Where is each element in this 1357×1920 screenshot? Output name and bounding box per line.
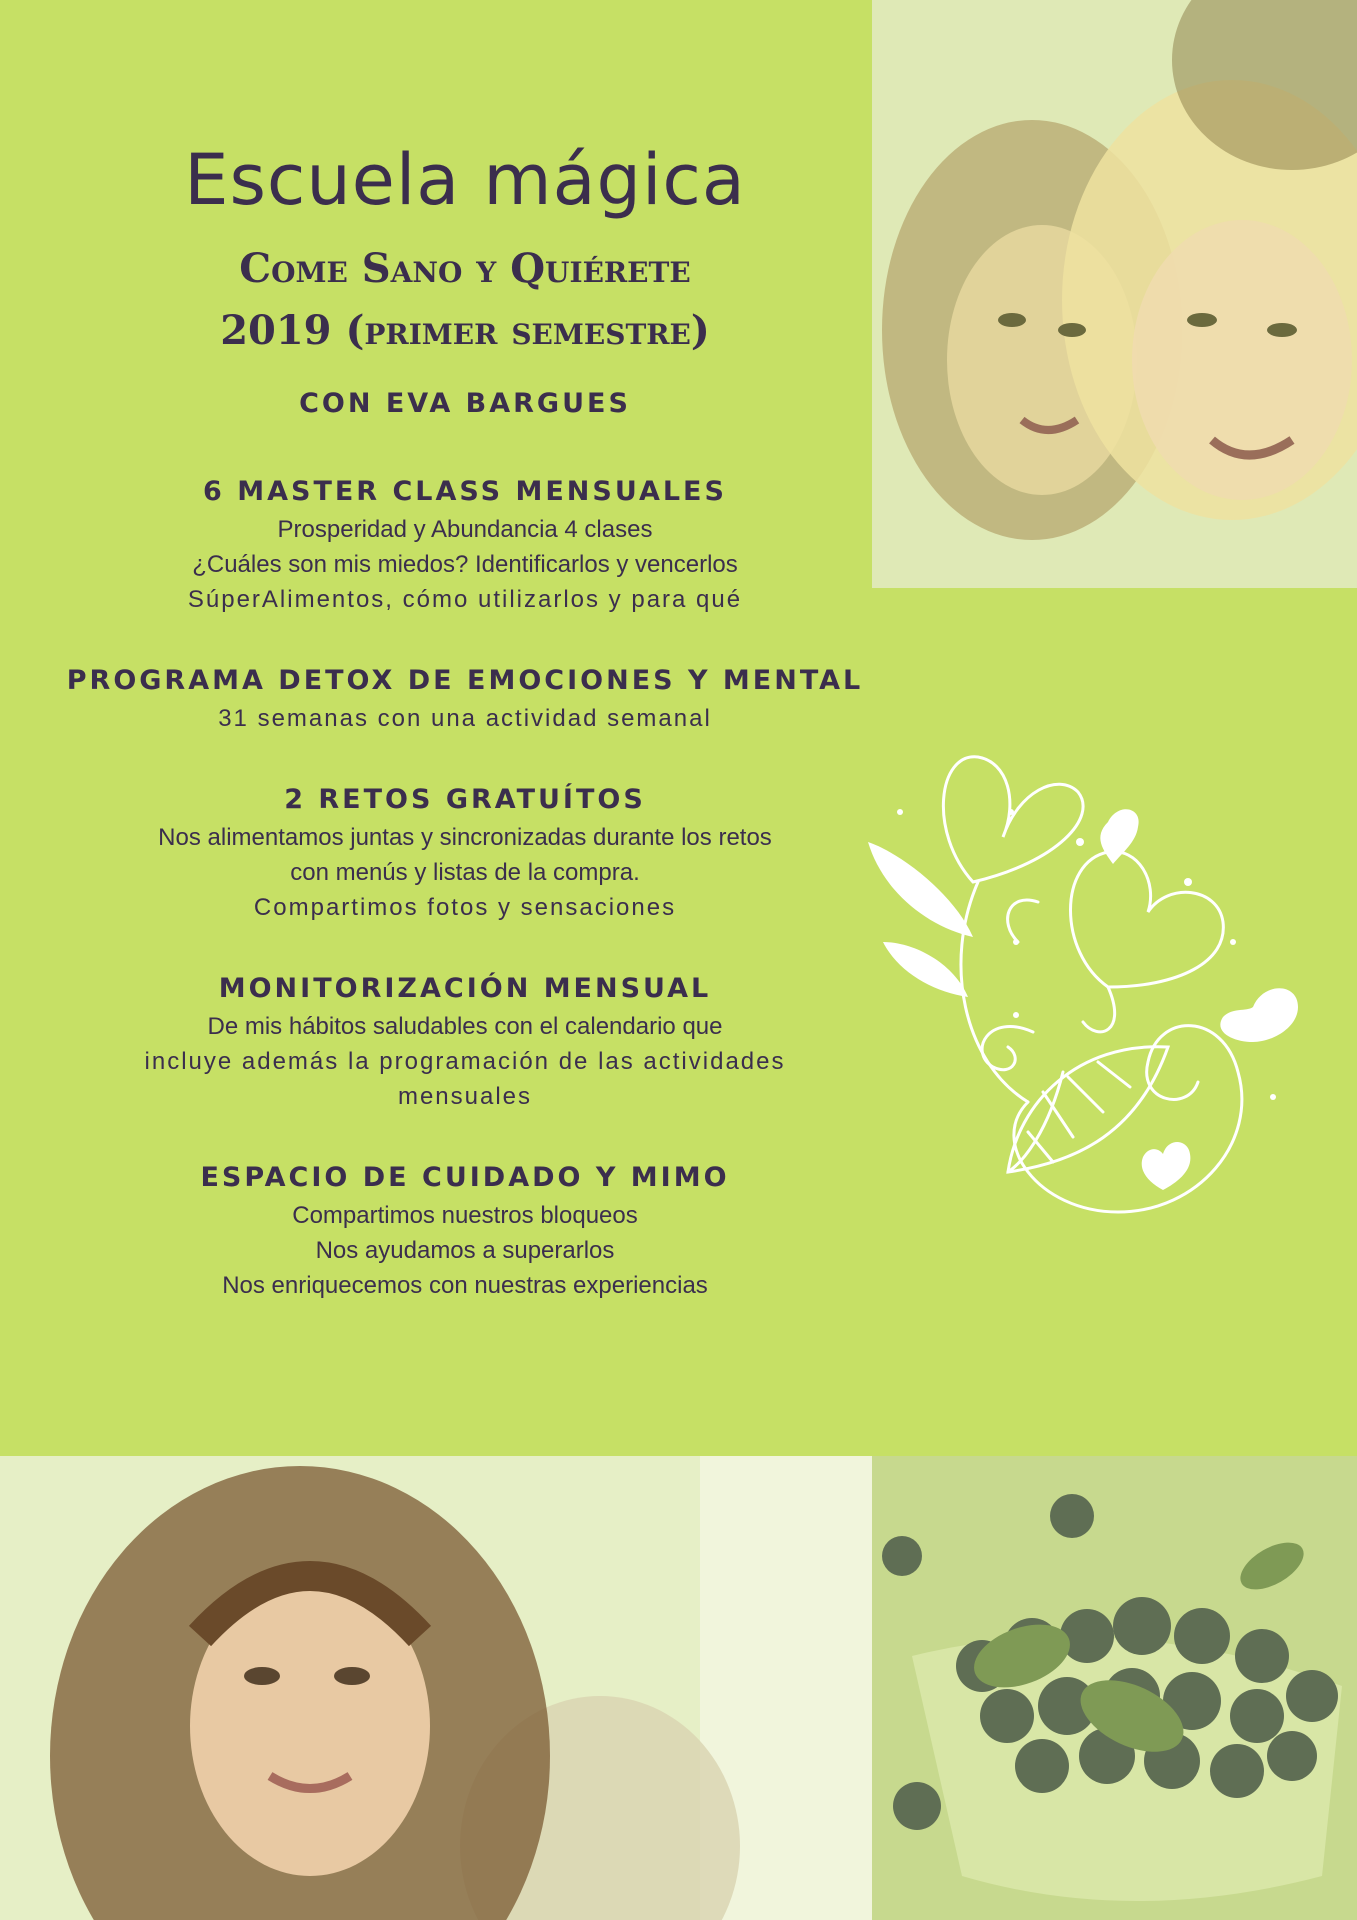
section-line: De mis hábitos saludables con el calendario que — [207, 1013, 723, 1040]
subtitle-line-1: Come Sano y Quiérete — [239, 245, 691, 292]
floral-hearts-ornament-icon — [868, 742, 1328, 1232]
section-line: SúperAlimentos, cómo utilizarlos y para qué — [187, 586, 743, 613]
section-line: mensuales — [397, 1083, 533, 1110]
section-line: incluye además la programación de las actividades — [144, 1048, 786, 1075]
section-heading: MONITORIZACIÓN MENSUAL — [218, 973, 712, 1004]
section-line: Compartimos fotos y sensaciones — [253, 894, 677, 921]
section-espacio — [60, 1158, 870, 1303]
page-title: Escuela mágica — [184, 139, 746, 221]
section-retos — [60, 780, 870, 925]
section-heading: PROGRAMA DETOX DE EMOCIONES Y MENTAL — [66, 665, 864, 696]
section-detox — [60, 661, 870, 736]
flyer-content — [60, 130, 870, 1303]
section-line: Nos alimentamos juntas y sincronizadas durante los retos — [158, 824, 772, 851]
section-monitorizacion — [60, 969, 870, 1114]
section-line: Prosperidad y Abundancia 4 clases — [277, 516, 653, 543]
section-heading: ESPACIO DE CUIDADO Y MIMO — [200, 1162, 730, 1193]
author-label: CON EVA BARGUES — [299, 388, 631, 419]
photo-eva-bargues — [0, 1456, 872, 1920]
program-subtitle — [60, 238, 870, 362]
section-line: ¿Cuáles son mis miedos? Identificarlos y vencerlos — [192, 551, 738, 578]
photo-smiling-women — [872, 0, 1357, 588]
photo-blueberries — [872, 1456, 1357, 1920]
section-line: Nos ayudamos a superarlos — [315, 1237, 615, 1264]
section-line: 31 semanas con una actividad semanal — [218, 705, 712, 732]
subtitle-line-2: 2019 (primer semestre) — [220, 307, 710, 354]
section-heading: 6 MASTER CLASS MENSUALES — [203, 476, 727, 507]
section-line: Compartimos nuestros bloqueos — [292, 1202, 638, 1229]
section-master-class — [60, 472, 870, 617]
section-line: Nos enriquecemos con nuestras experiencias — [222, 1272, 708, 1299]
section-heading: 2 RETOS GRATUÍTOS — [284, 784, 646, 815]
section-line: con menús y listas de la compra. — [290, 859, 640, 886]
